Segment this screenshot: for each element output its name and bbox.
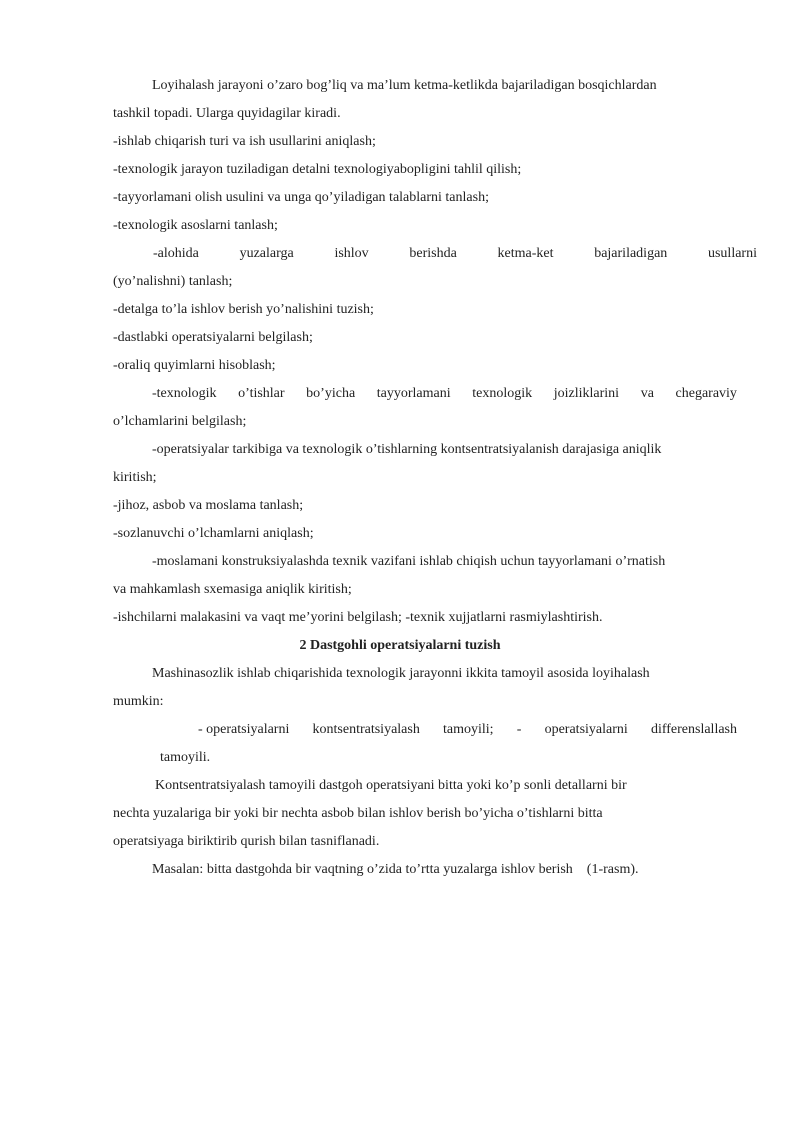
paragraph-3-line-2: nechta yuzalariga bir yoki bir nechta asbob bilan ishlov berish bo’yicha o’tishlarni bitta: [113, 806, 603, 821]
list-item-1: -ishlab chiqarish turi va ish usullarini aniqlash;: [113, 134, 376, 149]
intro-line-2: tashkil topadi. Ularga quyidagilar kiradi.: [113, 106, 341, 121]
list-item-2: -texnologik jarayon tuziladigan detalni texnologiyabopligini tahlil qilish;: [113, 162, 522, 177]
word: texnologik: [472, 386, 533, 401]
list-item-13-line-1: -moslamani konstruksiyalashda texnik vazifani ishlab chiqish uchun tayyorlamani o’rnatish: [152, 554, 666, 569]
paragraph-2-line-1: Mashinasozlik ishlab chiqarishida texnologik jarayonni ikkita tamoyil asosida loyihalash: [152, 666, 650, 681]
word: -: [516, 722, 522, 737]
word: va: [640, 386, 654, 401]
list-item-12: -sozlanuvchi o’lchamlarni aniqlash;: [113, 526, 314, 541]
word: ishlov: [334, 246, 369, 261]
word: yuzalarga: [239, 246, 294, 261]
word: operatsiyalarni: [544, 722, 628, 737]
list-item-5-cont: (yo’nalishni) tanlash;: [113, 274, 233, 289]
paragraph-3-line-1: Kontsentratsiyalash tamoyili dastgoh operatsiyani bitta yoki ko’p sonli detallarni bir: [155, 778, 627, 793]
principles-line: [198, 721, 737, 739]
list-item-9-line: [152, 385, 737, 403]
word: tamoyili;: [443, 722, 494, 737]
word: bajariladigan: [594, 246, 668, 261]
list-item-10-cont: kiritish;: [113, 470, 157, 485]
word: berishda: [409, 246, 457, 261]
list-item-14: -ishchilarni malakasini va vaqt me’yorini belgilash; -texnik xujjatlarni rasmiylashtirish.: [113, 610, 603, 625]
list-item-9-cont: o’lchamlarini belgilash;: [113, 414, 247, 429]
intro-line-1: Loyihalash jarayoni o’zaro bog’liq va ma’lum ketma-ketlikda bajariladigan bosqichlardan: [152, 78, 657, 93]
word: - operatsiyalarni: [198, 722, 290, 737]
list-item-6: -detalga to’la ishlov berish yo’nalishini tuzish;: [113, 302, 374, 317]
word: bo’yicha: [306, 386, 356, 401]
word: -texnologik: [152, 386, 217, 401]
word: -alohida: [153, 246, 199, 261]
list-item-10-line-1: -operatsiyalar tarkibiga va texnologik o’tishlarning kontsentratsiyalanish darajasiga aniqlik: [152, 442, 662, 457]
word: kontsentratsiyalash: [312, 722, 420, 737]
paragraph-4-line-1: Masalan: bitta dastgohda bir vaqtning o’zida to’rtta yuzalarga ishlov berish (1-rasm).: [152, 862, 639, 877]
list-item-13-cont: va mahkamlash sxemasiga aniqlik kiritish;: [113, 582, 352, 597]
list-item-5-line: [153, 245, 757, 263]
paragraph-3-line-3: operatsiyaga biriktirib qurish bilan tasniflanadi.: [113, 834, 380, 849]
word: joizliklarini: [553, 386, 620, 401]
list-item-4: -texnologik asoslarni tanlash;: [113, 218, 278, 233]
principles-cont: tamoyili.: [160, 750, 211, 765]
list-item-7: -dastlabki operatsiyalarni belgilash;: [113, 330, 313, 345]
word: tayyorlamani: [376, 386, 451, 401]
word: differenslallash: [650, 722, 737, 737]
section-heading: 2 Dastgohli operatsiyalarni tuzish: [299, 638, 501, 653]
word: o’tishlar: [238, 386, 285, 401]
list-item-3: -tayyorlamani olish usulini va unga qo’yiladigan talablarni tanlash;: [113, 190, 489, 205]
list-item-11: -jihoz, asbob va moslama tanlash;: [113, 498, 304, 513]
list-item-8: -oraliq quyimlarni hisoblash;: [113, 358, 276, 373]
word: ketma-ket: [497, 246, 554, 261]
word: chegaraviy: [675, 386, 737, 401]
paragraph-2-line-2: mumkin:: [113, 694, 164, 709]
word: usullarni: [707, 246, 757, 261]
